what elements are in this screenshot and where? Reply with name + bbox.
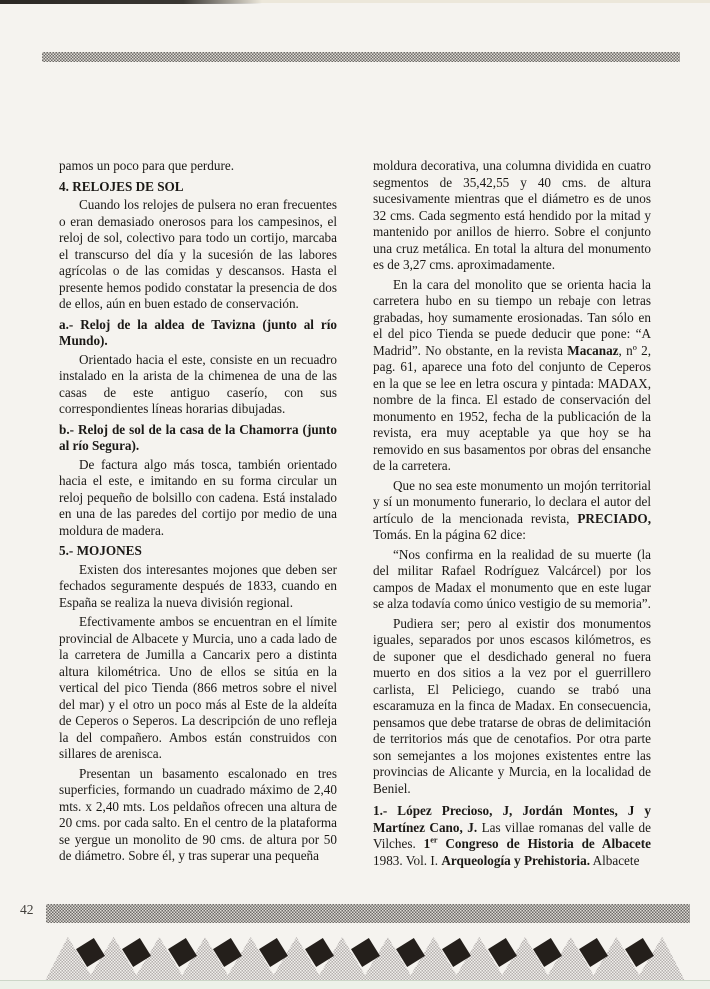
paragraph (373, 158, 651, 274)
text-segment: Arqueología y Prehistoria. (441, 852, 590, 868)
text-segment: Congreso de Historia de Albacete (437, 836, 651, 851)
text-body (59, 158, 651, 872)
text-segment: pamos un poco para que perdure. (59, 158, 235, 173)
top-ornament-bar (42, 52, 680, 62)
paragraph (373, 478, 651, 544)
text-segment: Tomás. En la página 62 dice: (373, 527, 526, 542)
bottom-ornament-bar (46, 904, 690, 923)
text-segment: Albacete (590, 852, 640, 868)
text-segment: Presentan un basamento escalonado en tres superficies, formando un cuadrado máximo de 2,40 mts. x 2,40 mts. Los peldaños ofrecen una altura de 20 cms. por cada salto. En el centro de la plataforma se yergue un monolito de 90 cms. de altura por 50 de diámetro. Sobre él, y tras superar una pequeña (59, 765, 337, 863)
footnote (373, 803, 651, 869)
text-segment: 1 (423, 836, 431, 851)
section-heading (59, 422, 337, 455)
text-segment: Que no sea este monumento un mojón territorial y sí un monumento funerario, lo declara el autor del artículo de la mencionada revista, (373, 477, 651, 526)
paragraph (59, 562, 337, 612)
text-segment: , nº 2, pag. 61, aparece una foto del conjunto de Ceperos en la que se lee en letra oscura y pintada: MADAX, nombre de la finca. El estado de conservación del monumento en 1952, fecha de la publicación de la revista, era muy aceptable ya que hoy se ha removido en sus basamentos por obras del ensanche de la carretera. (373, 342, 651, 473)
paragraph (59, 766, 337, 865)
text-segment: Existen dos interesantes mojones que deben ser fechados seguramente después de 1833, cuando en España se realiza la nueva división regional. (59, 561, 337, 610)
paragraph (59, 158, 337, 175)
text-segment: De factura algo más tosca, también orientado hacia el este, e imitando en su forma circular un reloj pequeño de bolsillo con cadena. Está instalado en una de las paredes del cortijo por medio de una moldura de madera. (59, 456, 337, 538)
page-number: 42 (20, 902, 34, 917)
section-heading (59, 179, 337, 196)
scan-bottom-edge-line (0, 980, 710, 989)
left-column (59, 158, 337, 872)
paragraph (59, 457, 337, 540)
text-segment: Las villae romanas del valle de Vilches. (373, 819, 651, 851)
section-heading (59, 543, 337, 560)
paragraph (373, 547, 651, 613)
text-segment: PRECIADO, (577, 510, 651, 526)
zigzag-border (45, 937, 685, 981)
text-segment: 5.- MOJONES (59, 543, 142, 558)
text-segment: 1983. Vol. I. (373, 852, 442, 868)
scan-top-edge-shadow (0, 0, 262, 4)
paragraph (373, 277, 651, 475)
text-segment: Pudiera ser; pero al existir dos monumentos iguales, separados por unos escasos kilómetros, es de suponer que el desdichado general no fuera muerto en dos sitios a la vez por el guerrillero carlista, El Peliciego, cuando se trabó una escaramuza en la finca de Madax. En consecuencia, pensamos que debe tratarse de obras de delimitación de territorios más que de cenotafios. Por otra parte son semejantes a los mojones existentes entre las provincias de Alicante y Murcia, en la localidad de Beniel. (373, 615, 651, 796)
text-segment: Macanaz (567, 342, 619, 358)
text-segment: En la cara del monolito que se orienta hacia la carretera hubo en su tiempo un rebaje con letras grabadas, hoy sumamente erosionadas. Tan sólo en el del pico Tienda se puede deducir que pone: “A Madrid”. No obstante, en la revista (373, 276, 651, 358)
text-segment: b.- Reloj de sol de la casa de la Chamorra (junto al río Segura). (59, 421, 337, 453)
text-segment: Cuando los relojes de pulsera no eran frecuentes o eran demasiado onerosos para los campesinos, el reloj de sol, colectivo para todo un cortijo, marcaba el transcurso del día y la sucesión de las labores agrícolas o de las comidas y descansos. Hasta el presente hemos podido constatar la presencia de dos de ellos, aún en buen estado de conservación. (59, 197, 337, 311)
paragraph (59, 614, 337, 763)
text-segment: 4. RELOJES DE SOL (59, 178, 184, 194)
text-segment: er (430, 835, 438, 845)
paragraph (59, 197, 337, 313)
paragraph (373, 616, 651, 798)
text-segment: Orientado hacia el este, consiste en un recuadro instalado en la arista de la chimenea de una de las casas de este antiguo caserío, con sus correspondientes líneas horarias dibujadas. (59, 351, 337, 416)
paragraph (59, 352, 337, 418)
text-segment: moldura decorativa, una columna dividida en cuatro segmentos de 35,42,55 y 40 cms. de altura sucesivamente mientras que el diámetro es de unos 32 cms. Cada segmento está hendido por la mitad y mantenido por anillos de hierro. Sobre el conjunto una cruz metálica. En total la altura del monumento es de 3,27 cms. aproximadamente. (373, 158, 651, 272)
section-heading (59, 317, 337, 350)
text-segment: 1.- López Precioso, J, Jordán Montes, J y Martínez Cano, J. (373, 803, 651, 835)
text-segment: “Nos confirma en la realidad de su muerte (la del militar Rafael Rodríguez Valcárcel) por los campos de Madax el monumento que en este lugar se alza todavía como único vestigio de su memoria”. (373, 546, 651, 611)
right-column (373, 158, 651, 872)
text-segment: a.- Reloj de la aldea de Tavizna (junto al río Mundo). (59, 316, 337, 348)
text-segment: Efectivamente ambos se encuentran en el límite provincial de Albacete y Murcia, uno a cada lado de la carretera de Jumilla a Cancarix pero a distinta altura kilométrica. Uno de ellos se sitúa en la vertical del pico Tienda (866 metros sobre el nivel del mar) y el otro un poco más al Este de la aldeíta de Ceperos o Seperos. La descripción de uno refleja la del compañero. Ambos están construidos con sillares de arenisca. (59, 614, 337, 761)
